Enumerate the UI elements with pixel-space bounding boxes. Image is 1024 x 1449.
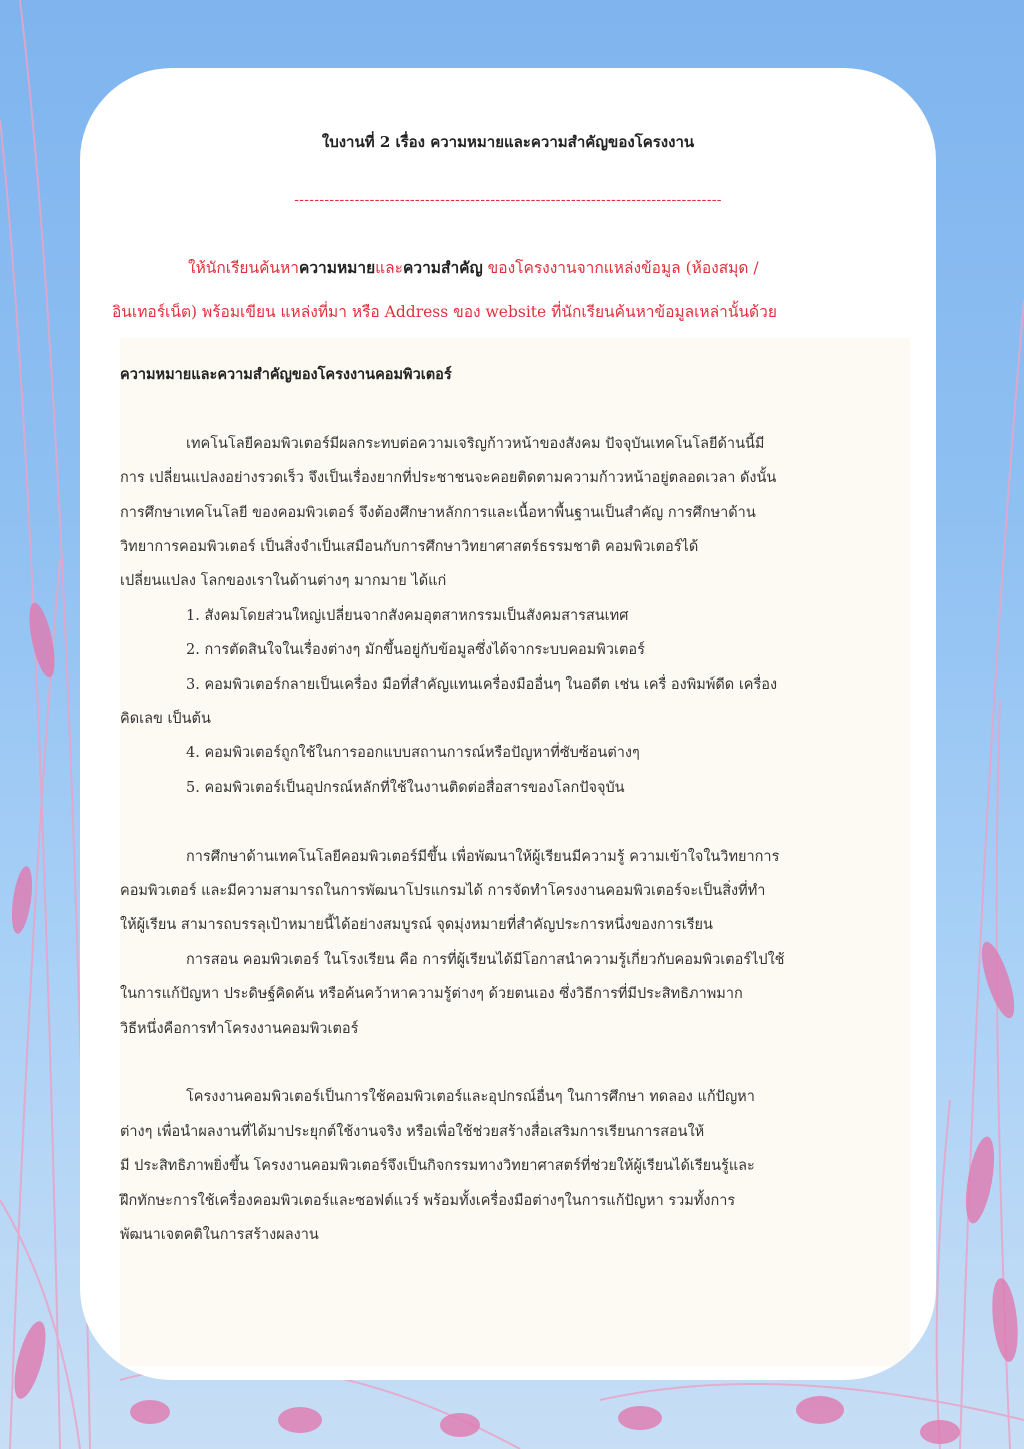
paragraph-line: มี ประสิทธิภาพยิ่งขึ้น โครงงานคอมพิวเตอร์จึงเป็นกิจกรรมทางวิทยาศาสตร์ที่ช่วยให้ผู้เรียนได้เรียนรู้และ xyxy=(120,1158,755,1175)
list-item: 4. คอมพิวเตอร์ถูกใช้ในการออกแบบสถานการณ์หรือปัญหาที่ซับซ้อนต่างๆ xyxy=(186,745,640,762)
paragraph-line: การศึกษาเทคโนโลยี ของคอมพิวเตอร์ จึงต้องศึกษาหลักการและเนื้อหาพื้นฐานเป็นสำคัญ การศึกษาด้าน xyxy=(120,504,756,521)
paragraph-line: วิธีหนึ่งคือการทำโครงงานคอมพิวเตอร์ xyxy=(120,1020,359,1037)
instruction-line-1 xyxy=(112,246,892,290)
instruction-line-2: อินเทอร์เน็ต) พร้อมเขียน แหล่งที่มา หรือ Address ของ website ที่นักเรียนค้นหาข้อมูลเหล่านั้นด้วย xyxy=(112,303,777,321)
content-text xyxy=(120,358,910,1253)
paragraph-line: การศึกษาด้านเทคโนโลยีคอมพิวเตอร์มีขึ้น เพื่อพัฒนาให้ผู้เรียนมีความรู้ ความเข้าใจในวิทยาการ xyxy=(186,848,780,865)
list-item-continuation: คิดเลข เป็นต้น xyxy=(120,711,211,728)
list-item: 3. คอมพิวเตอร์กลายเป็นเครื่อง มือที่สำคัญแทนเครื่องมืออื่นๆ ในอดีต เช่น เครื่ องพิมพ์ดีด เครื่อง xyxy=(186,676,778,693)
instruction-text: และ xyxy=(375,259,403,277)
paragraph-line: คอมพิวเตอร์ และมีความสามารถในการพัฒนาโปรแกรมได้ การจัดทำโครงงานคอมพิวเตอร์จะเป็นสิ่งที่ทำ xyxy=(120,883,766,900)
paragraph-line: วิทยาการคอมพิวเตอร์ เป็นสิ่งจำเป็นเสมือนกับการศึกษาวิทยาศาสตร์ธรรมชาติ คอมพิวเตอร์ได้ xyxy=(120,539,699,556)
section-heading: ความหมายและความสำคัญของโครงงานคอมพิวเตอร์ xyxy=(120,366,452,383)
instruction-block xyxy=(112,246,892,334)
paragraph-line: ฝึกทักษะการใช้เครื่องคอมพิวเตอร์และซอฟต์แวร์ พร้อมทั้งเครื่องมือต่างๆในการแก้ปัญหา รวมทั้งการ xyxy=(120,1192,736,1209)
paragraph-line: การสอน คอมพิวเตอร์ ในโรงเรียน คือ การที่ผู้เรียนได้มีโอกาสนำความรู้เกี่ยวกับคอมพิวเตอร์ไปใช้ xyxy=(186,951,785,968)
paragraph-line: ให้ผู้เรียน สามารถบรรลุเป้าหมายนี้ได้อย่างสมบูรณ์ จุดมุ่งหมายที่สำคัญประการหนึ่งของการเรียน xyxy=(120,917,713,934)
paragraph-line: ต่างๆ เพื่อนำผลงานที่ได้มาประยุกต์ใช้งานจริง หรือเพื่อใช้ช่วยสร้างสื่อเสริมการเรียนการสอนให้ xyxy=(120,1123,705,1140)
instruction-text: ให้นักเรียนค้นหา xyxy=(188,259,299,277)
content-panel xyxy=(120,338,910,1366)
paragraph-line: การ เปลี่ยนแปลงอย่างรวดเร็ว จึงเป็นเรื่องยากที่ประชาชนจะคอยติดตามความก้าวหน้าอยู่ตลอดเวลา ดังนั้น xyxy=(120,470,777,487)
keyword-meaning: ความหมาย xyxy=(298,258,376,277)
paragraph-line: โครงงานคอมพิวเตอร์เป็นการใช้คอมพิวเตอร์และอุปกรณ์อื่นๆ ในการศึกษา ทดลอง แก้ปัญหา xyxy=(186,1089,755,1106)
list-item: 2. การตัดสินใจในเรื่องต่างๆ มักขึ้นอยู่กับข้อมูลซึ่งได้จากระบบคอมพิวเตอร์ xyxy=(186,642,645,659)
paragraph-line: พัฒนาเจตคติในการสร้างผลงาน xyxy=(120,1227,319,1244)
keyword-importance: ความสำคัญ xyxy=(403,258,483,277)
list-item: 5. คอมพิวเตอร์เป็นอุปกรณ์หลักที่ใช้ในงานติดต่อสื่อสารของโลกปัจจุบัน xyxy=(186,779,625,796)
worksheet-title: ใบงานที่ 2 เรื่อง ความหมายและความสำคัญของโครงงาน xyxy=(321,133,695,151)
paragraph-line: เทคโนโลยีคอมพิวเตอร์มีผลกระทบต่อความเจริญก้าวหน้าของสังคม ปัจจุบันเทคโนโลยีด้านนี้มี xyxy=(186,435,765,452)
paragraph-line: เปลี่ยนแปลง โลกของเราในด้านต่างๆ มากมาย ได้แก่ xyxy=(120,573,447,590)
list-item: 1. สังคมโดยส่วนใหญ่เปลี่ยนจากสังคมอุตสาหกรรมเป็นสังคมสารสนเทศ xyxy=(186,607,629,624)
dashed-divider: ------------------------------------------------------------------------------------- xyxy=(294,192,722,208)
worksheet-card xyxy=(80,68,936,1380)
instruction-text: ของโครงงานจากแหล่งข้อมูล (ห้องสมุด / xyxy=(482,259,759,277)
paragraph-line: ในการแก้ปัญหา ประดิษฐ์คิดค้น หรือค้นคว้าหาความรู้ต่างๆ ด้วยตนเอง ซึ่งวิธีการที่มีประสิทธิภาพมาก xyxy=(120,986,743,1003)
